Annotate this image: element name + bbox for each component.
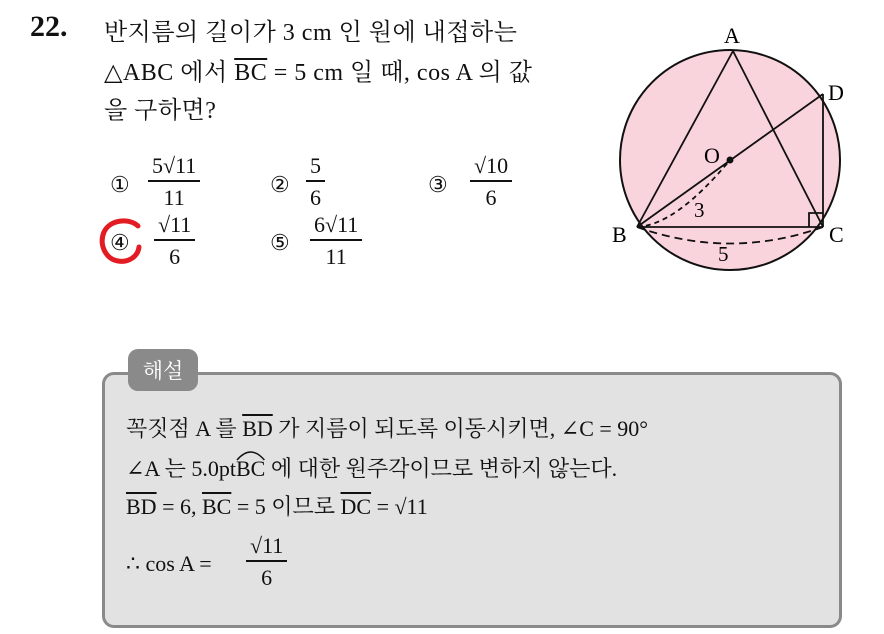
solution-fraction (246, 535, 287, 589)
question-text: = 5 cm 일 때, cos A 의 값 (267, 60, 533, 86)
label-a: A (724, 23, 740, 48)
solution-text: = 5 이므로 (231, 494, 341, 519)
numerator: √11 (250, 533, 284, 558)
numerator: 5√11 (152, 153, 197, 178)
choice-fraction (148, 155, 200, 209)
label-o: O (704, 143, 720, 168)
question-number: 22. (30, 10, 68, 43)
segment-bc: $\overline{BC}$ (201, 494, 232, 519)
numerator: 6√11 (314, 212, 359, 237)
choice-fraction (306, 155, 325, 209)
question-line-1: 반지름의 길이가 3 cm 인 원에 내접하는 (104, 20, 518, 46)
denominator: 11 (163, 185, 185, 210)
chord-label: 5 (718, 242, 729, 266)
choice-mark: ② (270, 172, 290, 197)
solution-line-2 (126, 452, 617, 483)
question-line-3: 을 구하면? (104, 98, 217, 124)
label-c: C (829, 222, 844, 247)
radius-label: 3 (694, 198, 705, 222)
choice-fraction (470, 155, 512, 209)
label-d: D (828, 80, 844, 105)
label-b: B (612, 222, 627, 247)
solution-text: ∠A 는 5.0pt (126, 456, 236, 481)
solution-line-4: ∴ cos A = (126, 551, 212, 576)
choice-fraction (310, 214, 362, 268)
solution-text: 꼭짓점 A 를 (126, 416, 243, 441)
choice-mark: ③ (428, 172, 448, 197)
segment-bd: $\overline{BD}$ (126, 494, 157, 519)
choice-mark: ④ (110, 230, 130, 255)
question-text: △ABC 에서 (104, 60, 235, 86)
denominator: 6 (310, 185, 321, 210)
denominator: 6 (261, 565, 273, 590)
solution-text: 에 대한 원주각이므로 변하지 않는다. (265, 456, 618, 481)
choice-mark: ⑤ (270, 230, 290, 255)
solution-text: = 6, (156, 494, 202, 519)
segment-bd: $\overline{BD}$ (242, 416, 273, 441)
choice-fraction (154, 214, 195, 268)
question-line-2 (104, 52, 532, 87)
arc-bc-text: BC (235, 456, 266, 481)
numerator: √10 (474, 153, 509, 178)
solution-line-1 (126, 412, 648, 443)
arc-symbol (236, 447, 265, 461)
center-point (727, 157, 734, 164)
solution-line-3 (126, 490, 428, 521)
solution-text: 가 지름이 되도록 이동시키면, ∠C = 90° (272, 416, 649, 441)
segment-bc: $\overline{BC}$ (234, 60, 268, 86)
numerator: √11 (158, 212, 192, 237)
solution-tab: 해설 (128, 349, 198, 391)
numerator: 5 (310, 153, 321, 178)
answer-circle-mark (96, 214, 152, 270)
segment-dc: $\overline{DC}$ (340, 494, 372, 519)
solution-text: = √11 (371, 494, 428, 519)
arc-bc (236, 456, 265, 482)
circle-triangle-figure (606, 20, 876, 290)
denominator: 6 (169, 244, 181, 269)
choice-mark: ① (110, 172, 130, 197)
denominator: 6 (485, 185, 497, 210)
denominator: 11 (325, 244, 347, 269)
